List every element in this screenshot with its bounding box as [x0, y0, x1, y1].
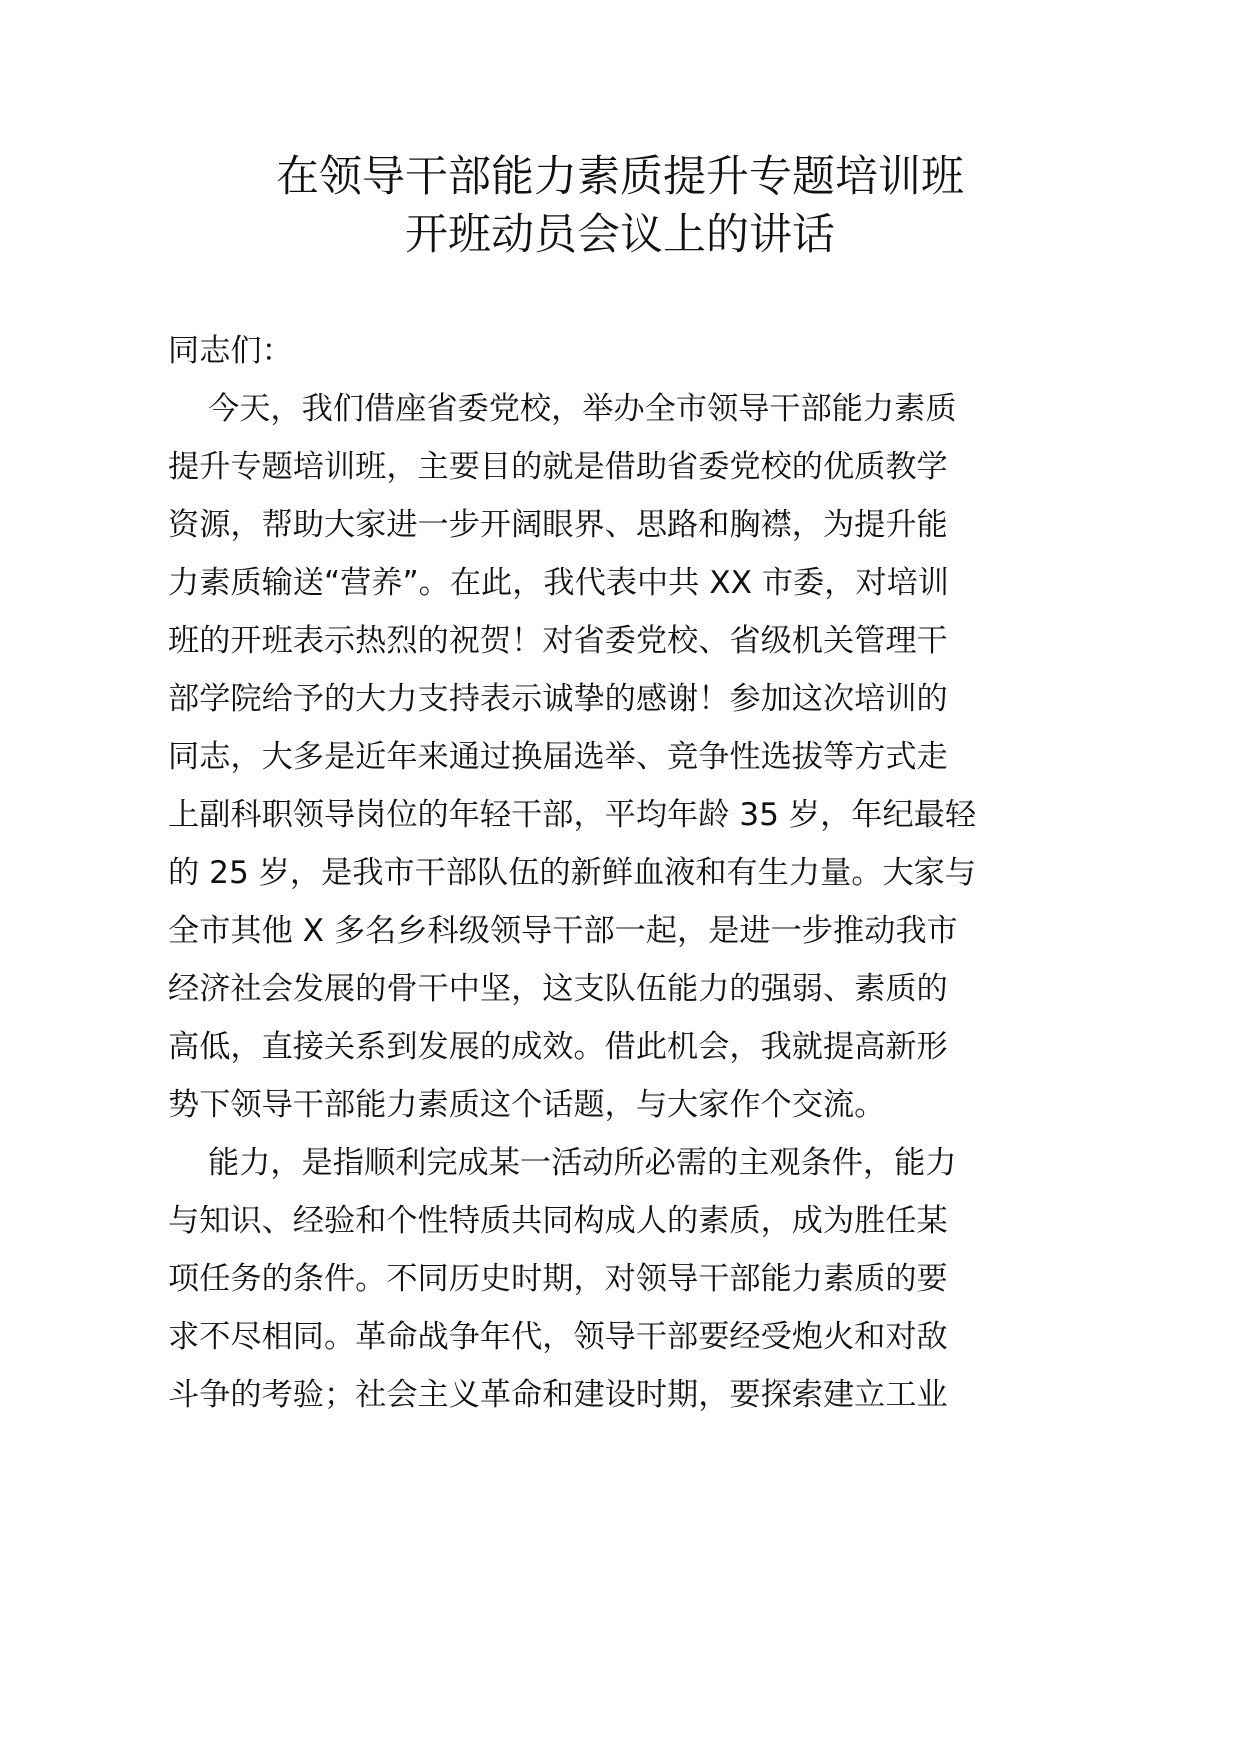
paragraph-line: 全市其他 X 多名乡科级领导干部一起，是进一步推动我市: [168, 913, 958, 949]
paragraph-line: 今天，我们借座省委党校，举办全市领导干部能力素质: [208, 391, 957, 427]
paragraph-line: 上副科职领导岗位的年轻干部，平均年龄 35 岁，年纪最轻: [168, 797, 977, 833]
document-title: [0, 148, 1240, 264]
paragraph-line: 的 25 岁，是我市干部队伍的新鲜血液和有生力量。大家与: [168, 855, 977, 891]
paragraph-line: 力素质输送“营养”。在此，我代表中共 XX 市委，对培训: [168, 565, 949, 601]
paragraph-1: [168, 380, 977, 1134]
paragraph-line: 斗争的考验；社会主义革命和建设时期，要探索建立工业: [168, 1377, 948, 1413]
paragraph-line: 势下领导干部能力素质这个话题，与大家作个交流。: [168, 1087, 886, 1123]
salutation: 同志们：: [168, 333, 293, 369]
paragraph-line: 能力，是指顺利完成某一活动所必需的主观条件，能力: [208, 1145, 957, 1181]
paragraph-line: 部学院给予的大力支持表示诚挚的感谢！参加这次培训的: [168, 681, 948, 717]
paragraph-line: 同志，大多是近年来通过换届选举、竞争性选拔等方式走: [168, 739, 948, 775]
paragraph-line: 求不尽相同。革命战争年代，领导干部要经受炮火和对敌: [168, 1319, 948, 1355]
title-line-2: 开班动员会议上的讲话: [405, 210, 835, 260]
paragraph-line: 高低，直接关系到发展的成效。借此机会，我就提高新形: [168, 1029, 948, 1065]
paragraph-line: 项任务的条件。不同历史时期，对领导干部能力素质的要: [168, 1261, 948, 1297]
title-line-1: 在领导干部能力素质提升专题培训班: [276, 152, 964, 202]
paragraph-line: 资源，帮助大家进一步开阔眼界、思路和胸襟，为提升能: [168, 507, 948, 543]
paragraph-line: 班的开班表示热烈的祝贺！对省委党校、省级机关管理干: [168, 623, 948, 659]
paragraph-line: 与知识、经验和个性特质共同构成人的素质，成为胜任某: [168, 1203, 948, 1239]
paragraph-2: [168, 1134, 957, 1424]
paragraph-line: 提升专题培训班，主要目的就是借助省委党校的优质教学: [168, 449, 948, 485]
document-body: [168, 322, 977, 1424]
paragraph-line: 经济社会发展的骨干中坚，这支队伍能力的强弱、素质的: [168, 971, 948, 1007]
